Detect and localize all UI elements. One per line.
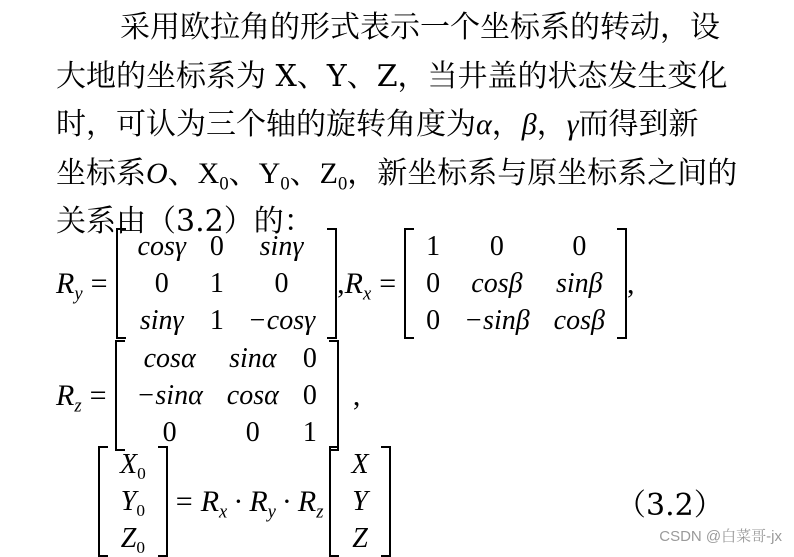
rotation-product: $R_x \cdot R_y \cdot R_z$ — [200, 484, 324, 522]
equation-main — [98, 446, 391, 557]
axis-x0: 、$X_0$ — [167, 156, 229, 194]
origin-symbol: O — [146, 156, 168, 190]
matrix-cell: cosγ — [137, 231, 186, 262]
matrix-cell: 1 — [209, 305, 224, 336]
matrix-cell: −sinα — [136, 380, 203, 411]
ry-label: $R_y$ — [56, 266, 83, 304]
matrix-cell: −cosγ — [247, 305, 316, 336]
equals-sign: = — [175, 484, 193, 518]
gamma-symbol: γ — [566, 108, 579, 141]
equation-row-ry-rx — [56, 228, 634, 339]
lhs-vector — [98, 446, 168, 557]
separator: ， — [491, 107, 522, 142]
beta-symbol: β — [521, 108, 537, 141]
matrix-cell: 0 — [162, 417, 177, 448]
equals-sign: = — [379, 266, 397, 300]
matrix-cell: 0 — [489, 231, 504, 262]
axis-z0: 、$Z_0$ — [289, 156, 348, 194]
line4-prefix: 坐标系 — [56, 155, 146, 191]
alpha-symbol: α — [476, 108, 492, 141]
matrix-cell: 0 — [302, 343, 317, 374]
matrix-cell: cosβ — [471, 268, 523, 299]
rhs-vector — [329, 446, 390, 557]
matrix-cell: sinγ — [259, 231, 304, 262]
matrix-cell: −sinβ — [464, 305, 530, 336]
paragraph-line-1: 采用欧拉角的形式表示一个坐标系的转动，设 — [120, 10, 720, 45]
watermark: CSDN @白菜哥-jx — [659, 528, 782, 545]
matrix-cell: 0 — [209, 231, 224, 262]
matrix-cell: 0 — [426, 305, 441, 336]
line4-text: ，新坐标系与原坐标系之间的 — [347, 155, 738, 191]
matrix-cell: 1 — [302, 417, 317, 448]
rz-matrix — [115, 340, 339, 451]
matrix-cell: sinβ — [556, 268, 603, 299]
axis-y0: 、$Y_0$ — [228, 156, 290, 194]
paragraph-line-5: 关系由（3.2）的： — [56, 204, 314, 239]
matrix-cell: cosβ — [553, 305, 605, 336]
vector-entry: $Y_0$ — [120, 486, 146, 521]
ry-matrix — [116, 228, 338, 339]
comma: , — [352, 378, 361, 412]
matrix-cell: 1 — [209, 268, 224, 299]
rx-matrix — [404, 228, 627, 339]
matrix-cell: 0 — [245, 417, 260, 448]
paragraph-line-3 — [56, 101, 756, 150]
matrix-cell: 0 — [154, 268, 169, 299]
equals-sign: = — [90, 266, 108, 300]
separator: ， — [536, 107, 567, 142]
paragraph-line-2: 大地的坐标系为 X、Y、Z，当井盖的状态发生变化 — [56, 58, 728, 94]
comma: , — [337, 266, 345, 300]
matrix-cell: 0 — [302, 380, 317, 411]
matrix-cell: 0 — [274, 268, 289, 299]
equation-row-rz — [56, 340, 360, 451]
matrix-cell: 1 — [426, 231, 441, 262]
equation-number: （3.2） — [616, 488, 724, 523]
vector-entry: $X_0$ — [120, 449, 146, 484]
matrix-cell: 0 — [572, 231, 587, 262]
line3-text-a: 时，可认为三个轴的旋转角度为 — [56, 107, 476, 142]
vector-entry: Z — [352, 523, 368, 554]
rz-label: $R_z$ — [56, 378, 82, 416]
matrix-cell: sinγ — [139, 305, 184, 336]
paragraph-line-4 — [56, 150, 756, 199]
matrix-cell: sinα — [229, 343, 277, 374]
paragraph — [56, 4, 756, 247]
vector-entry: $Z_0$ — [120, 523, 146, 557]
line3-text-b: 而得到新 — [578, 107, 699, 142]
vector-entry: Y — [352, 486, 368, 517]
equals-sign: = — [89, 378, 107, 412]
rx-label: $R_x$ — [344, 266, 372, 304]
matrix-cell: cosα — [143, 343, 196, 374]
matrix-cell: 0 — [426, 268, 441, 299]
vector-entry: X — [351, 449, 369, 480]
comma: , — [626, 266, 635, 300]
matrix-cell: cosα — [226, 380, 279, 411]
